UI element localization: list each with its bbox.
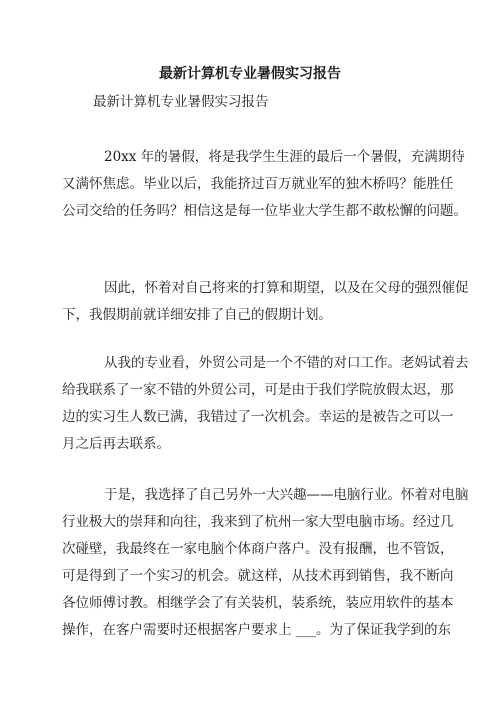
paragraph-3-line-4: 月之后再去联系。: [62, 436, 170, 452]
paragraph-4-line-2: 行业极大的崇拜和向往，我来到了杭州一家大型电脑市场。经过几: [62, 514, 454, 530]
paragraph-4-line-6: 操作，在客户需要时还根据客户要求上 ___。为了保证我学到的东: [62, 622, 452, 638]
paragraph-3-line-2: 给我联系了一家不错的外贸公司，可是由于我们学院放假太迟，那: [62, 382, 454, 398]
document-subtitle: 最新计算机专业暑假实习报告: [93, 94, 269, 110]
paragraph-4-line-3: 次碰壁，我最终在一家电脑个体商户落户。没有报酬，也不管饭，: [62, 541, 454, 557]
paragraph-3-line-1: 从我的专业看，外贸公司是一个不错的对口工作。老妈试着去: [104, 355, 469, 371]
paragraph-1-line-1: 20xx 年的暑假，将是我学生生涯的最后一个暑假，充满期待: [104, 149, 465, 165]
document-title: 最新计算机专业暑假实习报告: [159, 66, 341, 82]
paragraph-4-line-4: 可是得到了一个实习的机会。就这样，从技术再到销售，我不断向: [62, 568, 454, 584]
paragraph-1-line-2: 又满怀焦虑。毕业以后，我能挤过百万就业军的独木桥吗？能胜任: [62, 176, 454, 192]
paragraph-2-line-2: 下，我假期前就详细安排了自己的假期计划。: [62, 307, 332, 323]
paragraph-1-line-3: 公司交给的任务吗？相信这是每一位毕业大学生都不敢松懈的问题。: [62, 203, 467, 219]
paragraph-4-line-1: 于是，我选择了自己另外一大兴趣——电脑行业。怀着对电脑: [104, 487, 469, 503]
paragraph-2-line-1: 因此，怀着对自己将来的打算和期望，以及在父母的强烈催促: [104, 280, 469, 296]
paragraph-4-line-5: 各位师傅讨教。相继学会了有关装机，装系统，装应用软件的基本: [62, 595, 454, 611]
paragraph-3-line-3: 边的实习生人数已满，我错过了一次机会。幸运的是被告之可以一: [62, 409, 454, 425]
